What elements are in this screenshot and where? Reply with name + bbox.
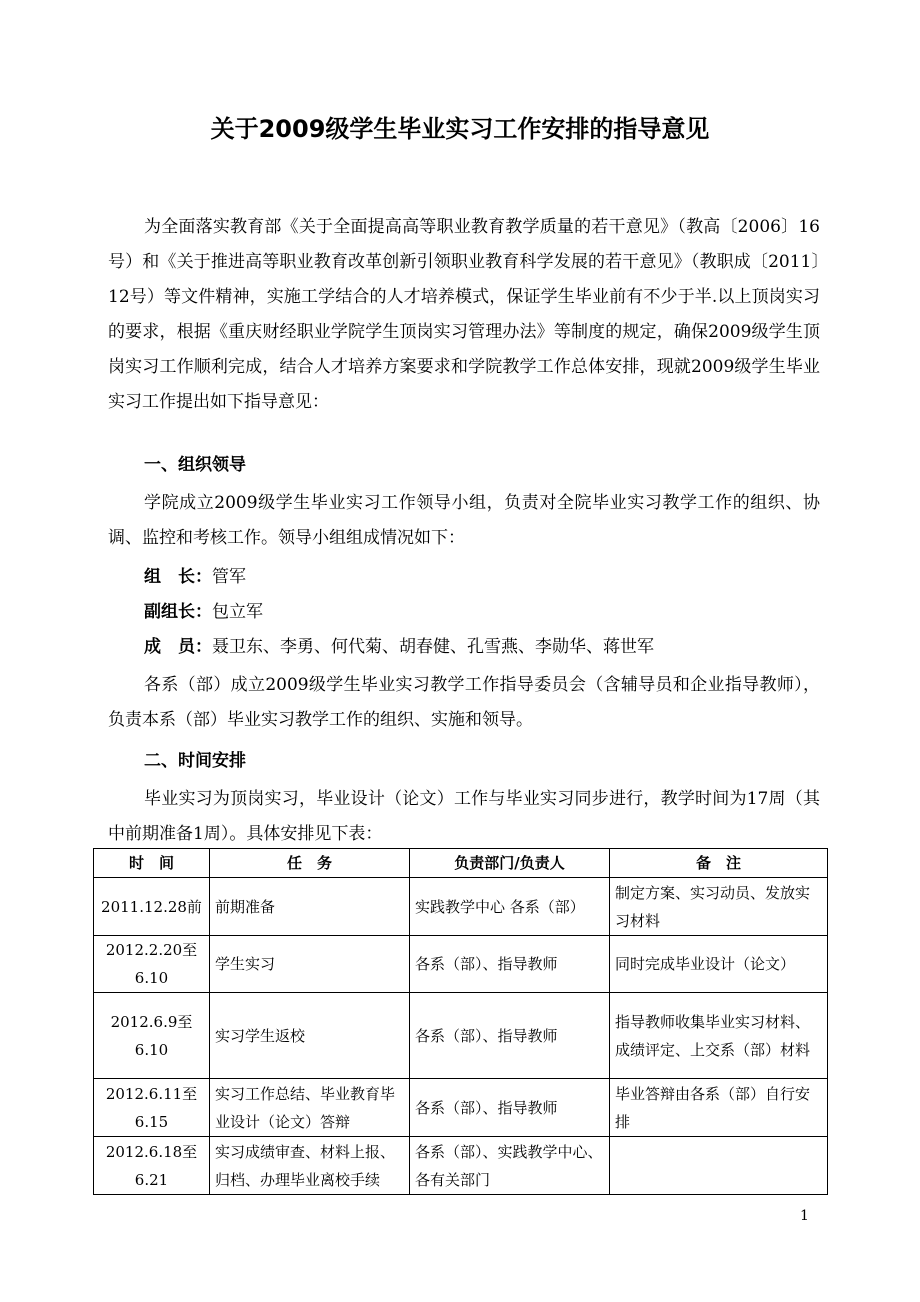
document-title: 关于2009级学生毕业实习工作安排的指导意见 [210,115,710,143]
members-line [144,630,654,665]
leader-label: 组 长： [144,567,212,587]
cell-note: 指导教师收集毕业实习材料、成绩评定、上交系（部）材料 [610,993,828,1079]
cell-task: 学生实习 [210,936,410,993]
intro-paragraph: 为全面落实教育部《关于全面提高高等职业教育教学质量的若干意见》（教高〔2006〕16号）和《关于推进高等职业教育改革创新引领职业教育科学发展的若干意见》（教职成〔2011〕12号）等文件精神，实施工学结合的人才培养模式，保证学生毕业前有不少于半.以上顶岗实习的要求，根据《重庆财经职业学院学生顶岗实习管理办法》等制度的规定，确保2009级学生顶岗实习工作顺利完成，结合人才培养方案要求和学院教学工作总体安排，现就2009级学生毕业实习工作提出如下指导意见： [108,217,820,412]
cell-dept: 各系（部）、指导教师 [410,993,610,1079]
cell-dept: 实践教学中心 各系（部） [410,878,610,936]
cell-time: 2011.12.28前 [94,878,210,936]
cell-note: 同时完成毕业设计（论文） [610,936,828,993]
members-label: 成 员： [144,637,212,657]
cell-time: 2012.2.20至6.10 [94,936,210,993]
header-task: 任 务 [210,849,410,878]
schedule-table [93,848,828,1195]
table-row [94,878,828,936]
cell-time: 2012.6.9至6.10 [94,993,210,1079]
cell-time: 2012.6.18至6.21 [94,1137,210,1195]
leader-name: 管军 [212,567,246,587]
cell-note: 制定方案、实习动员、发放实习材料 [610,878,828,936]
cell-dept: 各系（部）、指导教师 [410,1079,610,1137]
cell-note: 毕业答辩由各系（部）自行安排 [610,1079,828,1137]
section1-paragraph: 学院成立2009级学生毕业实习工作领导小组，负责对全院毕业实习教学工作的组织、协调、监控和考核工作。领导小组组成情况如下： [108,493,820,548]
cell-task: 前期准备 [210,878,410,936]
section1-paragraph-2: 各系（部）成立2009级学生毕业实习教学工作指导委员会（含辅导员和企业指导教师），负责本系（部）毕业实习教学工作的组织、实施和领导。 [108,675,820,730]
section1-heading: 一、组织领导 [144,455,246,475]
table-row [94,993,828,1079]
header-note: 备 注 [610,849,828,878]
cell-note [610,1137,828,1195]
cell-dept: 各系（部）、指导教师 [410,936,610,993]
deputy-line [144,595,263,630]
section2-paragraph: 毕业实习为顶岗实习，毕业设计（论文）工作与毕业实习同步进行，教学时间为17周（其中前期准备1周）。具体安排见下表： [108,789,820,844]
members-names: 聂卫东、李勇、何代菊、胡春健、孔雪燕、李勋华、蒋世军 [212,637,654,657]
table-row [94,936,828,993]
deputy-label: 副组长： [144,602,212,622]
page-number: 1 [800,1208,809,1224]
leader-line [144,560,246,595]
cell-dept: 各系（部）、实践教学中心、各有关部门 [410,1137,610,1195]
cell-task: 实习成绩审查、材料上报、归档、办理毕业离校手续 [210,1137,410,1195]
table-header-row [94,849,828,878]
header-time: 时 间 [94,849,210,878]
cell-task: 实习工作总结、毕业教育毕业设计（论文）答辩 [210,1079,410,1137]
table-row [94,1079,828,1137]
table-row [94,1137,828,1195]
header-dept: 负责部门/负责人 [410,849,610,878]
cell-task: 实习学生返校 [210,993,410,1079]
deputy-name: 包立军 [212,602,263,622]
cell-time: 2012.6.11至6.15 [94,1079,210,1137]
section2-heading: 二、时间安排 [144,751,246,771]
